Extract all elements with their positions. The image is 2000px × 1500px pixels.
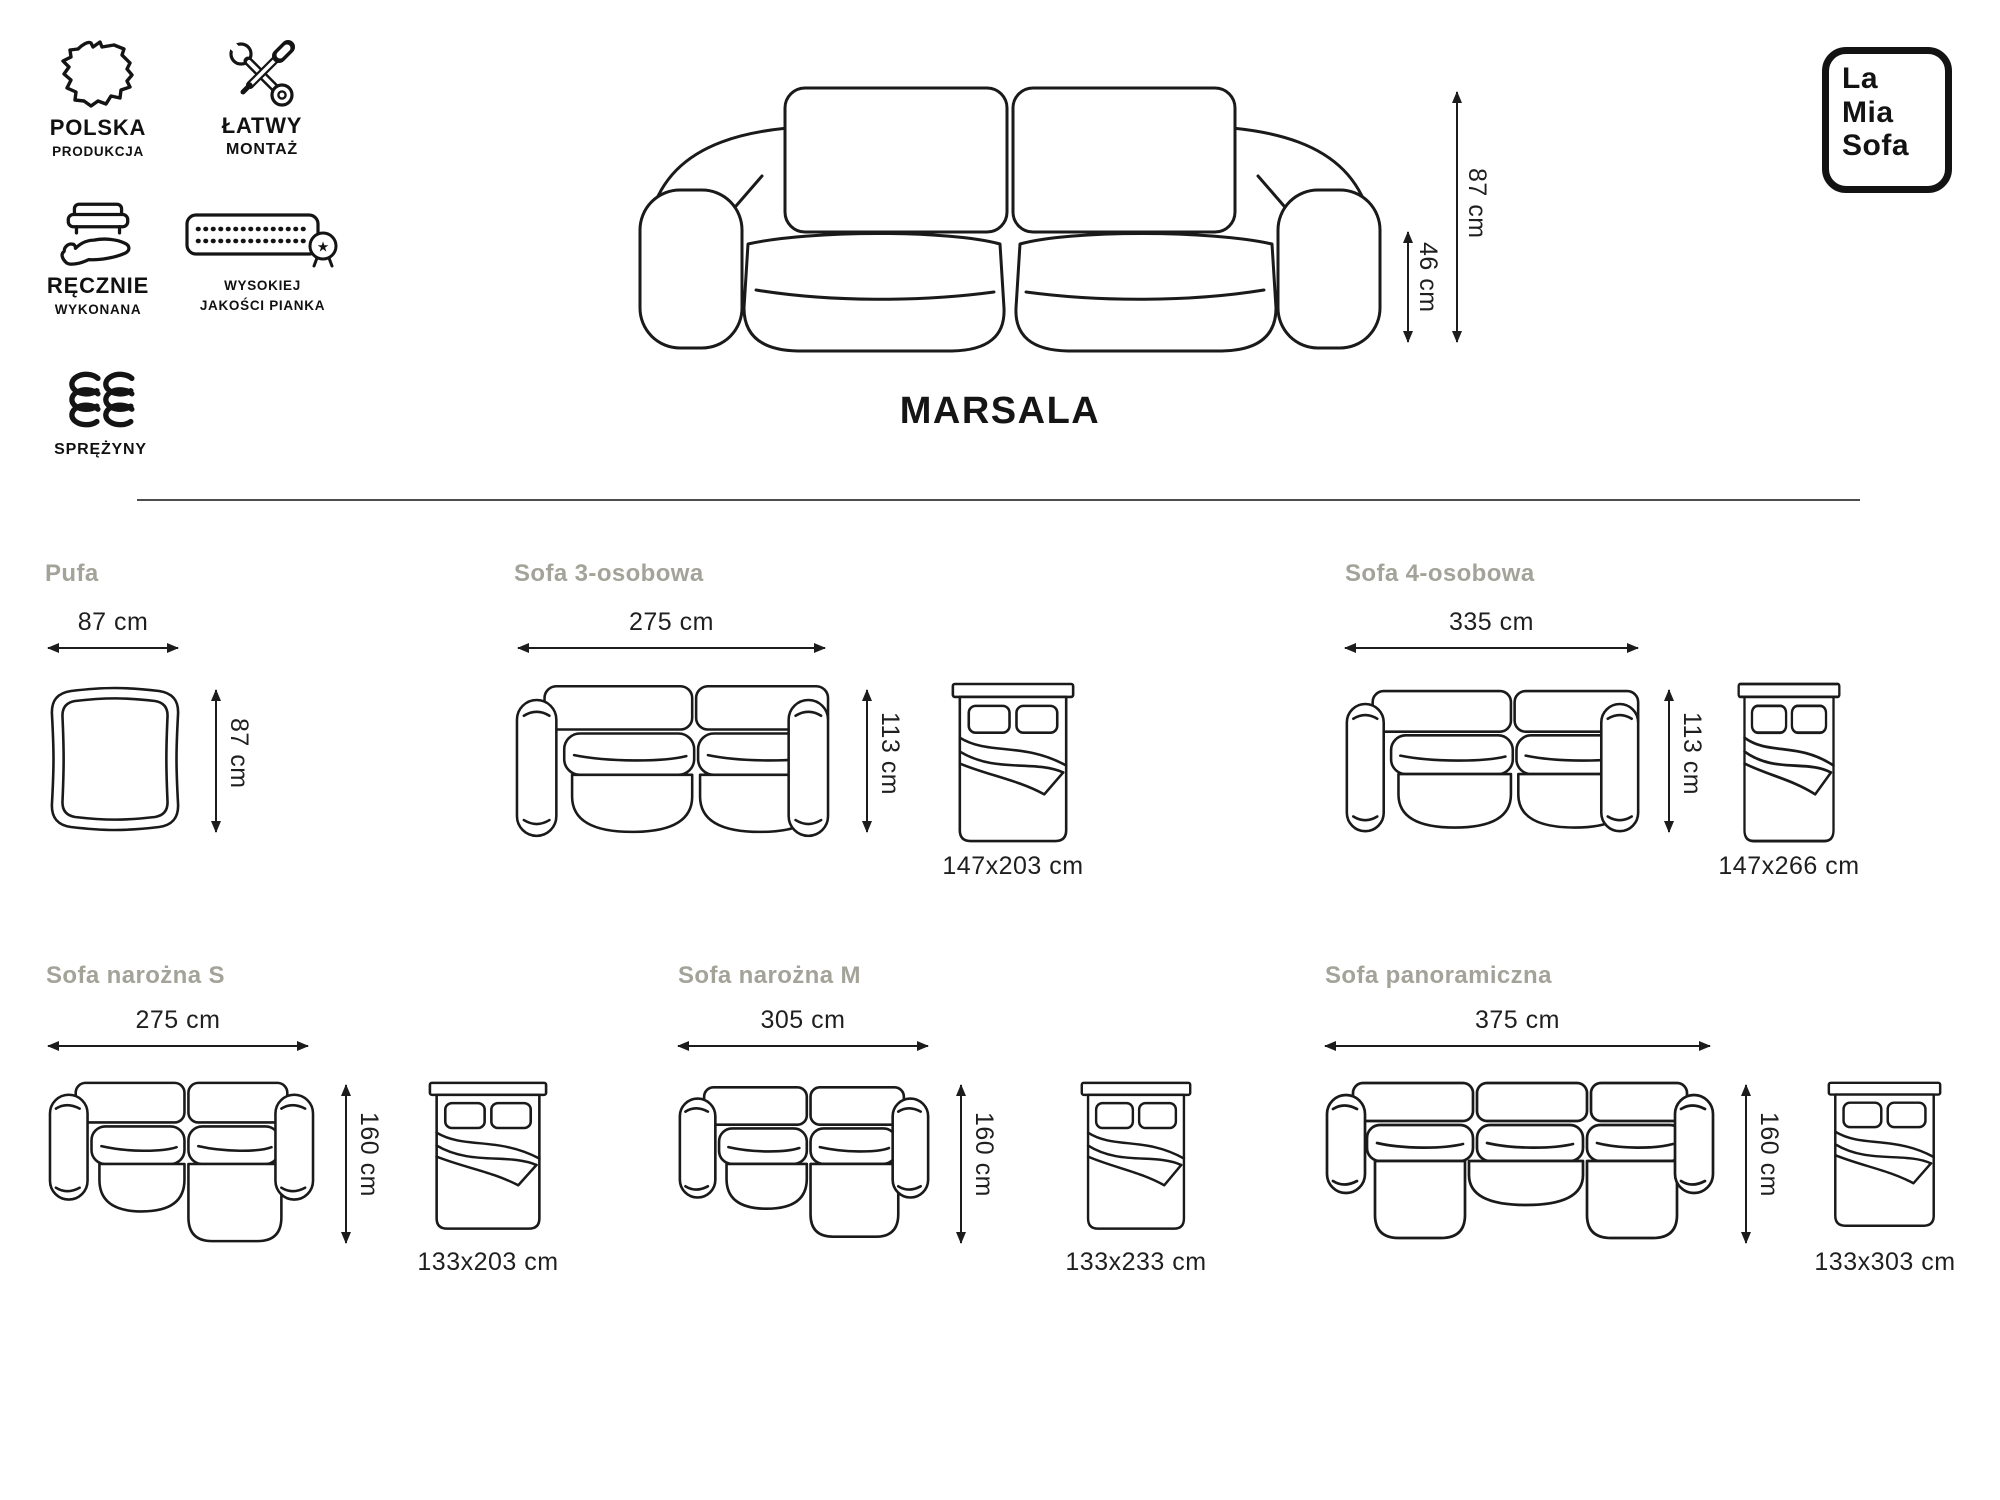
product-title: MARSALA xyxy=(899,390,1101,432)
springs-icon xyxy=(28,368,173,434)
badge-sublabel: PRODUKCJA xyxy=(52,143,144,159)
width-arrow xyxy=(518,647,825,649)
badge-latwy-montaz xyxy=(192,38,332,160)
section-divider xyxy=(137,499,1860,501)
seat-height-dimension-label: 46 cm xyxy=(1414,242,1442,313)
bed-icon xyxy=(1080,1081,1192,1236)
variant-title: Pufa xyxy=(45,560,99,587)
depth-arrow xyxy=(866,690,868,832)
width-dimension-label: 275 cm xyxy=(135,1006,221,1034)
variant-title: Sofa 4-osobowa xyxy=(1345,560,1535,587)
variant-title: Sofa panoramiczna xyxy=(1325,962,1552,989)
foam-mattress-icon xyxy=(180,206,345,268)
bed-icon xyxy=(1827,1081,1942,1233)
bed-icon xyxy=(428,1081,548,1236)
brand-logo xyxy=(1822,47,1952,193)
badge-sublabel: JAKOŚCI PIANKA xyxy=(199,297,326,313)
handmade-sofa-hand-icon xyxy=(28,200,168,272)
depth-dimension-label: 160 cm xyxy=(355,1112,383,1197)
badge-label: WYSOKIEJ xyxy=(224,278,301,293)
pouf-top-view xyxy=(47,684,183,834)
depth-dimension-label: 113 cm xyxy=(1678,712,1706,796)
depth-dimension-label: 160 cm xyxy=(970,1112,998,1197)
panoramic-sofa-top-view xyxy=(1325,1080,1715,1242)
bed-size-label: 147x266 cm xyxy=(1718,852,1860,880)
width-dimension-label: 375 cm xyxy=(1475,1006,1560,1034)
svg-text:★: ★ xyxy=(316,238,329,255)
tools-icon xyxy=(192,38,332,112)
depth-arrow xyxy=(345,1085,347,1243)
badge-sublabel: MONTAŻ xyxy=(225,140,299,158)
depth-dimension-label: 113 cm xyxy=(876,712,904,796)
bed-icon xyxy=(1737,682,1841,849)
variant-title: Sofa 3-osobowa xyxy=(514,560,704,587)
depth-arrow xyxy=(1745,1085,1747,1243)
bed-icon xyxy=(950,682,1076,849)
badge-label: RĘCZNIE xyxy=(46,273,150,298)
width-dimension-label: 275 cm xyxy=(629,608,714,636)
bed-size-label: 133x233 cm xyxy=(1065,1248,1207,1276)
sofa-top-view xyxy=(515,683,830,843)
bed-size-label: 147x203 cm xyxy=(942,852,1084,880)
seat-height-arrow xyxy=(1407,232,1409,342)
depth-dimension-label: 87 cm xyxy=(225,718,253,789)
depth-arrow xyxy=(960,1085,962,1243)
badge-polska-produkcja xyxy=(28,36,168,161)
badge-sublabel: WYKONANA xyxy=(54,301,142,317)
badge-pianka xyxy=(180,206,345,315)
width-dimension-label: 305 cm xyxy=(760,1006,846,1034)
badge-recznie-wykonana xyxy=(28,200,168,319)
logo-line: La xyxy=(1842,62,1879,95)
width-arrow xyxy=(1345,647,1638,649)
width-arrow xyxy=(48,1045,308,1047)
width-dimension-label: 335 cm xyxy=(1449,608,1534,636)
corner-sofa-top-view xyxy=(678,1080,930,1245)
variant-title: Sofa narożna M xyxy=(678,962,861,989)
width-arrow xyxy=(1325,1045,1710,1047)
logo-line: Sofa xyxy=(1842,129,1910,163)
logo-line: Mia xyxy=(1842,95,1894,129)
depth-arrow xyxy=(1668,690,1670,832)
bed-size-label: 133x303 cm xyxy=(1814,1248,1956,1276)
width-dimension-label: 87 cm xyxy=(77,608,149,636)
height-dimension-label: 87 cm xyxy=(1463,168,1491,239)
variant-title: Sofa narożna S xyxy=(46,962,225,989)
depth-arrow xyxy=(215,690,217,832)
poland-map-icon xyxy=(28,36,168,114)
width-arrow xyxy=(678,1045,928,1047)
badge-label: ŁATWY xyxy=(221,113,303,138)
badge-label: SPRĘŻYNY xyxy=(54,441,147,458)
depth-dimension-label: 160 cm xyxy=(1755,1112,1783,1197)
badge-sprezyny xyxy=(28,368,173,461)
sofa-top-view xyxy=(1345,683,1640,843)
width-arrow xyxy=(48,647,178,649)
badge-label: POLSKA xyxy=(49,115,147,140)
sofa-front-view xyxy=(630,64,1390,354)
corner-sofa-top-view xyxy=(48,1080,315,1245)
bed-size-label: 133x203 cm xyxy=(417,1248,559,1276)
height-arrow xyxy=(1456,92,1458,342)
